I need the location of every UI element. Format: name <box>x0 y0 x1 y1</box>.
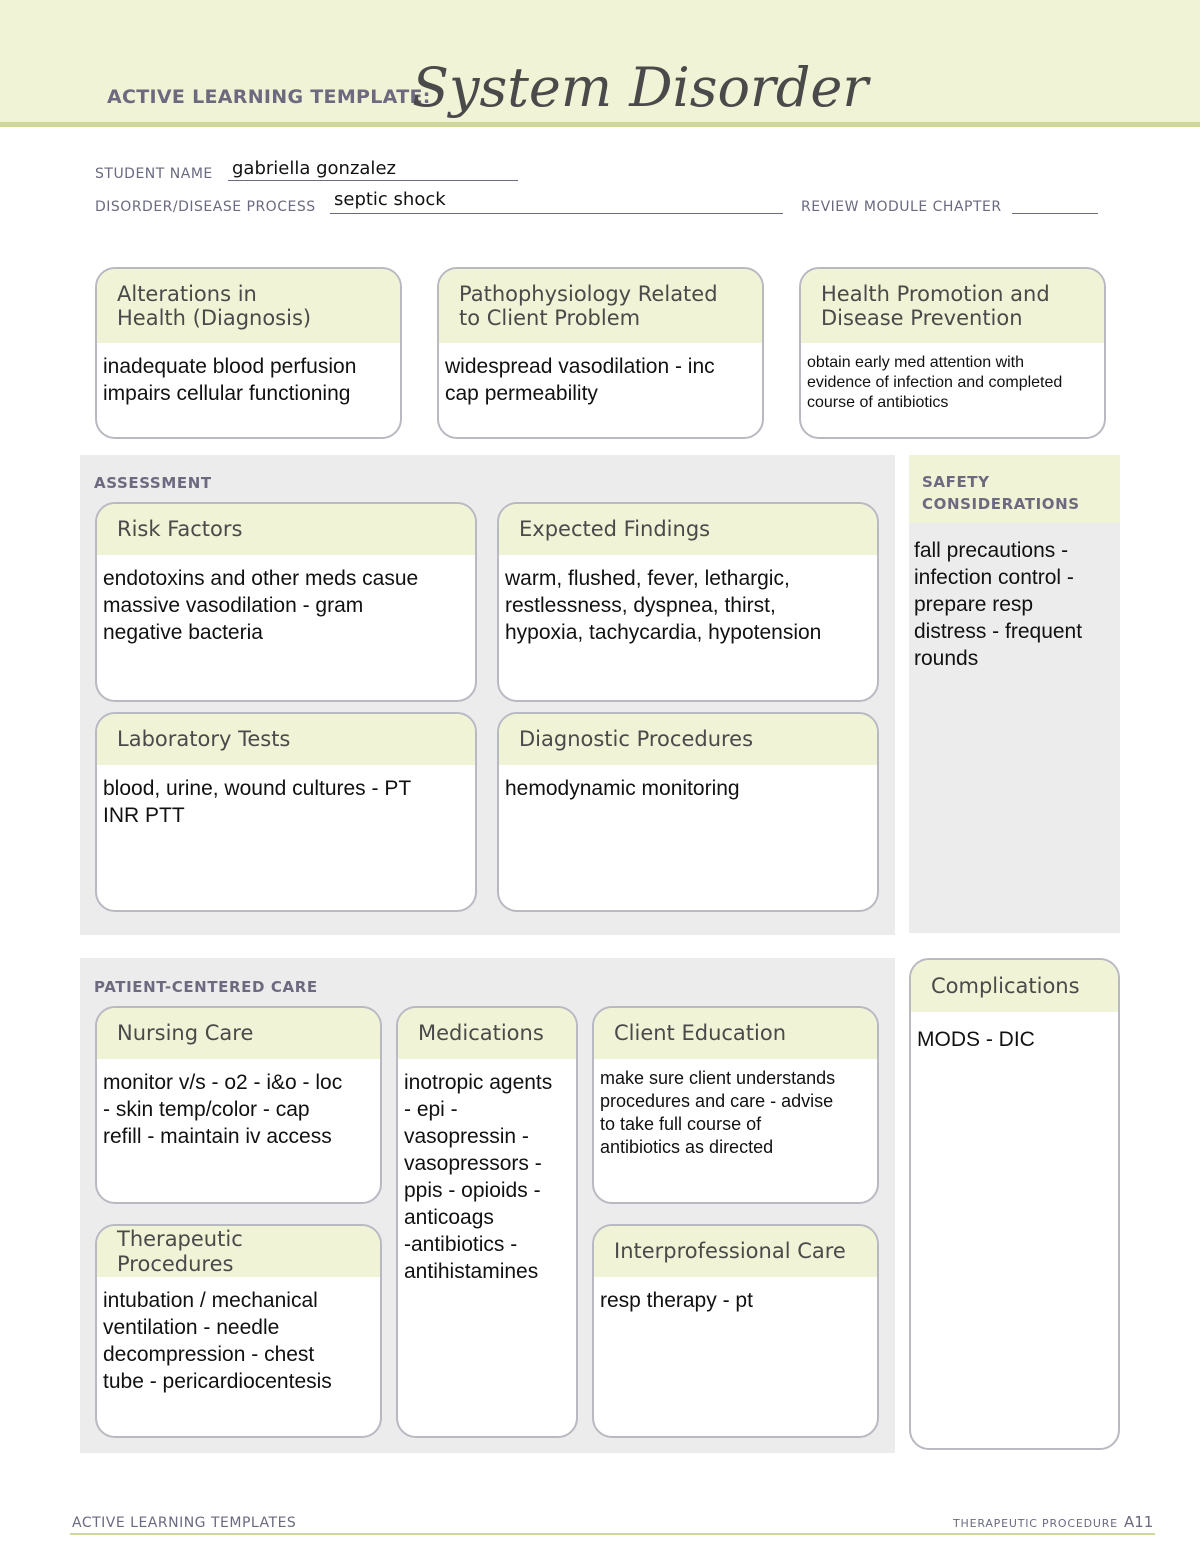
diagnostic-procedures-title: Diagnostic Procedures <box>499 714 877 765</box>
risk-factors-box <box>95 502 477 702</box>
laboratory-tests-body[interactable]: blood, urine, wound cultures - PT INR PTT <box>103 777 412 827</box>
assessment-title: ASSESSMENT <box>94 474 212 492</box>
page-title: System Disorder <box>412 56 869 119</box>
interprofessional-care-box <box>592 1224 879 1438</box>
diagnostic-procedures-body[interactable]: hemodynamic monitoring <box>505 777 740 800</box>
diagnostic-procedures-box <box>497 712 879 912</box>
complications-box <box>909 958 1120 1450</box>
disorder-line <box>330 213 783 214</box>
disorder-field[interactable]: septic shock <box>334 189 446 210</box>
footer-page-number: A11 <box>1124 1513 1154 1531</box>
footer-rule <box>70 1533 1155 1535</box>
nursing-care-body[interactable]: monitor v/s - o2 - i&o - loc - skin temp/color - cap refill - maintain iv access <box>103 1071 343 1148</box>
student-name-field[interactable]: gabriella gonzalez <box>232 158 396 179</box>
medications-title: Medications <box>398 1008 576 1059</box>
complications-title: Complications <box>911 960 1118 1012</box>
safety-title: SAFETY CONSIDERATIONS <box>909 455 1120 523</box>
alterations-title: Alterations in Health (Diagnosis) <box>97 269 400 343</box>
medications-box <box>396 1006 578 1438</box>
therapeutic-procedures-box <box>95 1224 382 1438</box>
risk-factors-title: Risk Factors <box>97 504 475 555</box>
health-promotion-body[interactable]: obtain early med attention with evidence of infection and completed course of antibiotics <box>807 354 1063 411</box>
nursing-care-box <box>95 1006 382 1204</box>
pathophysiology-box <box>437 267 764 439</box>
header-rule <box>0 122 1200 127</box>
student-name-label: STUDENT NAME <box>95 166 213 182</box>
review-module-label: REVIEW MODULE CHAPTER <box>801 199 1002 215</box>
client-education-body[interactable]: make sure client understands procedures and care - advise to take full course of antibiotics as directed <box>600 1068 836 1157</box>
pathophysiology-title: Pathophysiology Related to Client Problem <box>439 269 762 343</box>
laboratory-tests-box <box>95 712 477 912</box>
health-promotion-title: Health Promotion and Disease Prevention <box>801 269 1104 343</box>
client-education-title: Client Education <box>594 1008 877 1059</box>
risk-factors-body[interactable]: endotoxins and other meds casue massive vasodilation - gram negative bacteria <box>103 567 419 644</box>
patient-care-title: PATIENT-CENTERED CARE <box>94 978 318 996</box>
medications-body[interactable]: inotropic agents - epi - vasopressin - vasopressors - ppis - opioids - anticoags -antibiotics - antihistamines <box>404 1071 553 1283</box>
therapeutic-procedures-title: Therapeutic Procedures <box>97 1226 380 1277</box>
interprofessional-care-body[interactable]: resp therapy - pt <box>600 1289 753 1312</box>
footer-right-label: THERAPEUTIC PROCEDURE <box>953 1517 1118 1530</box>
complications-body[interactable]: MODS - DIC <box>917 1028 1035 1051</box>
footer-left-label: ACTIVE LEARNING TEMPLATES <box>72 1515 297 1531</box>
expected-findings-box <box>497 502 879 702</box>
alterations-box <box>95 267 402 439</box>
therapeutic-procedures-body[interactable]: intubation / mechanical ventilation - needle decompression - chest tube - pericardiocentesis <box>103 1289 332 1393</box>
client-education-box <box>592 1006 879 1204</box>
laboratory-tests-title: Laboratory Tests <box>97 714 475 765</box>
student-name-line <box>228 180 518 181</box>
health-promotion-box <box>799 267 1106 439</box>
disorder-label: DISORDER/DISEASE PROCESS <box>95 199 316 215</box>
pathophysiology-body[interactable]: widespread vasodilation - inc cap permeability <box>445 355 715 405</box>
expected-findings-title: Expected Findings <box>499 504 877 555</box>
template-label: ACTIVE LEARNING TEMPLATE: <box>107 86 431 108</box>
expected-findings-body[interactable]: warm, flushed, fever, lethargic, restlessness, dyspnea, thirst, hypoxia, tachycardia, hypotension <box>505 567 822 644</box>
alterations-body[interactable]: inadequate blood perfusion impairs cellular functioning <box>103 355 357 405</box>
interprofessional-care-title: Interprofessional Care <box>594 1226 877 1277</box>
review-module-field[interactable] <box>1012 213 1098 214</box>
safety-section <box>909 455 1120 933</box>
safety-body[interactable]: fall precautions - infection control - prepare resp distress - frequent rounds <box>914 539 1083 670</box>
nursing-care-title: Nursing Care <box>97 1008 380 1059</box>
